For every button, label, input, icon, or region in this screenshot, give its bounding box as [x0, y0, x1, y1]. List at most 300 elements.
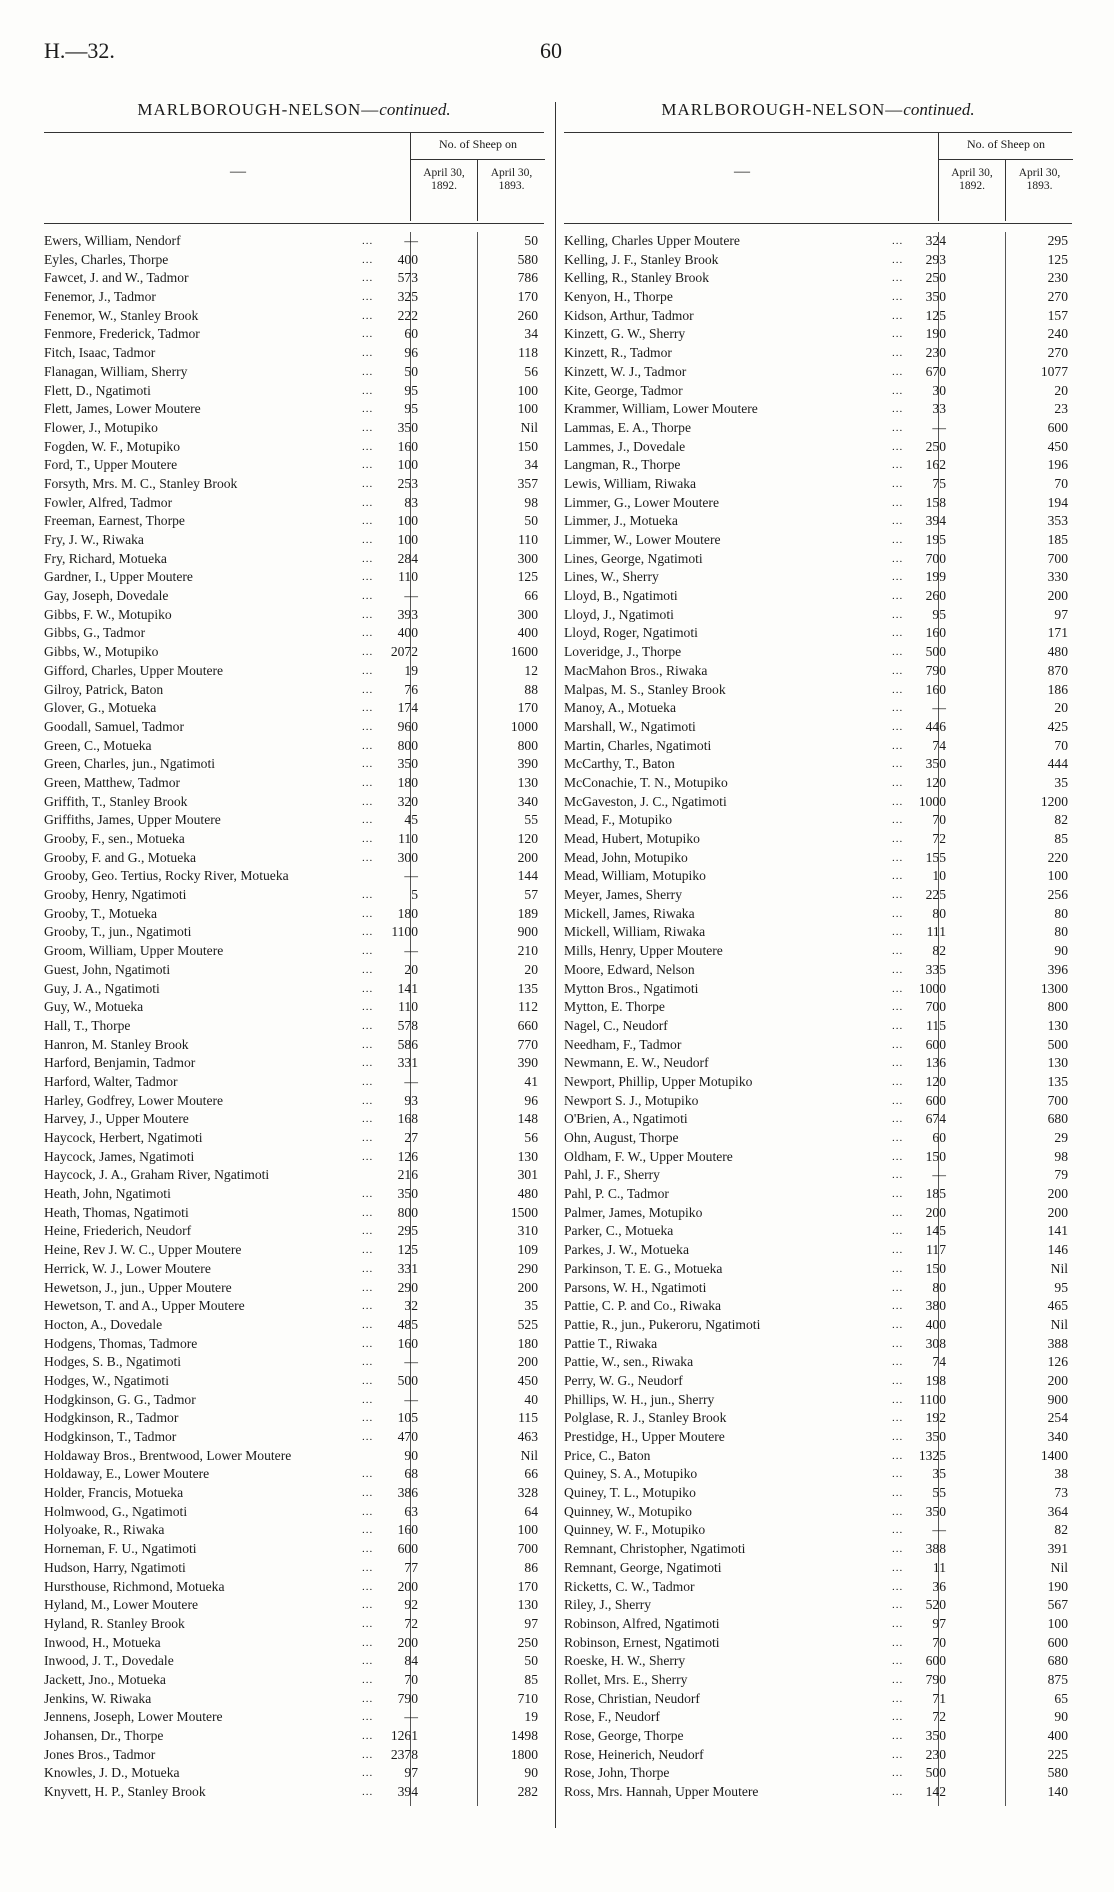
- owner-name: Hodgkinson, T., Tadmor: [44, 1429, 177, 1444]
- sheep-1893: 130: [517, 1148, 538, 1164]
- leader-dots: ...: [362, 534, 374, 546]
- leader-dots: ...: [362, 702, 374, 715]
- table-row: [564, 793, 1072, 812]
- sheep-1892: 2072: [390, 644, 418, 660]
- table-row: [564, 606, 1072, 625]
- owner-name: Guest, John, Ngatimoti: [44, 961, 171, 977]
- table-row: [564, 737, 1072, 756]
- table-row: [44, 1279, 544, 1298]
- owner-name: Meyer, James, Sherry: [564, 887, 682, 903]
- table-row: [44, 494, 544, 513]
- sheep-1893: 170: [517, 700, 538, 716]
- sheep-1892: 350: [925, 756, 946, 772]
- owner-name: Kidson, Arthur, Tadmor: [564, 307, 694, 323]
- sheep-1892: 790: [925, 662, 946, 678]
- leader-dots: ...: [892, 646, 904, 659]
- table-row: [44, 886, 544, 905]
- table-row: [564, 288, 1072, 307]
- leader-dots: ...: [892, 1561, 904, 1574]
- owner-name: Pattie, C. P. and Co., Riwaka: [564, 1298, 722, 1314]
- leader-dots: ...: [892, 683, 904, 696]
- sheep-1892: 200: [397, 1634, 418, 1650]
- sheep-1893: 140: [1047, 1784, 1068, 1800]
- table-row: [44, 1559, 544, 1578]
- leader-dots: ...: [892, 253, 904, 266]
- owner-name: O'Brien, A., Ngatimoti: [564, 1111, 688, 1127]
- table-row: [564, 643, 1072, 662]
- owner-name: Ford, T., Upper Moutere: [44, 457, 178, 473]
- sheep-1892: 160: [397, 1335, 418, 1351]
- owner-name: Prestidge, H., Upper Moutere: [564, 1429, 725, 1444]
- table-row: [564, 867, 1072, 886]
- owner-name: Lines, George, Ngatimoti: [564, 550, 703, 566]
- owner-name: Limmer, G., Lower Moutere: [564, 494, 719, 510]
- owner-name: Gardner, I., Upper Moutere: [44, 569, 193, 585]
- column-title-continued: continued.: [379, 100, 451, 119]
- owner-name: Malpas, M. S., Stanley Brook: [564, 681, 726, 697]
- owner-name: Lines, W., Sherry: [564, 569, 659, 585]
- table-row: [564, 961, 1072, 980]
- sheep-1893: 700: [517, 1541, 538, 1557]
- owner-name: Mead, John, Motupiko: [564, 849, 688, 865]
- leader-dots: ...: [362, 1262, 374, 1275]
- sheep-1892: 126: [397, 1148, 418, 1164]
- sheep-1892: 20: [404, 961, 418, 977]
- table-row: [564, 512, 1072, 531]
- owner-name: Freeman, Earnest, Thorpe: [44, 513, 185, 529]
- table-row: [44, 1054, 544, 1073]
- table-row: [44, 662, 544, 681]
- table-row: [564, 382, 1072, 401]
- table-row: [564, 494, 1072, 513]
- owner-name: Kinzett, R., Tadmor: [564, 345, 672, 361]
- sheep-1892: 960: [397, 718, 418, 734]
- sheep-1893: 57: [524, 887, 538, 903]
- sheep-1892: —: [932, 419, 946, 435]
- left-column: [44, 98, 544, 1802]
- table-row: [44, 1652, 544, 1671]
- table-row: [564, 400, 1072, 419]
- sheep-1892: 168: [397, 1111, 418, 1127]
- owner-name: Inwood, J. T., Dovedale: [44, 1653, 174, 1669]
- leader-dots: ...: [362, 1412, 374, 1425]
- sheep-1893: 90: [1054, 943, 1068, 959]
- table-row: [564, 905, 1072, 924]
- sheep-1892: 74: [932, 737, 946, 753]
- sheep-1892: 45: [404, 812, 418, 828]
- table-row: [564, 923, 1072, 942]
- leader-dots: ...: [892, 365, 904, 378]
- leader-dots: ...: [892, 758, 904, 771]
- sheep-1892: 70: [932, 1634, 946, 1650]
- owner-name: Green, Matthew, Tadmor: [44, 774, 181, 790]
- leader-dots: ...: [892, 1730, 904, 1742]
- leader-dots: ...: [892, 1449, 904, 1462]
- leader-dots: ...: [362, 590, 374, 603]
- sheep-1892: 400: [925, 1316, 946, 1332]
- table-row: [44, 251, 544, 270]
- owner-name: Haycock, James, Ngatimoti: [44, 1148, 195, 1164]
- table-row: [44, 344, 544, 363]
- sheep-1892: 470: [397, 1429, 418, 1444]
- table-row: [564, 1092, 1072, 1111]
- sheep-1893: Nil: [1050, 1559, 1068, 1575]
- owner-name: Ewers, William, Nendorf: [44, 233, 181, 248]
- sheep-1893: 146: [1047, 1242, 1068, 1258]
- sheep-1892: —: [404, 1073, 418, 1089]
- page-header: [0, 38, 1114, 68]
- owner-name: Grooby, T., jun., Ngatimoti: [44, 924, 192, 940]
- sheep-1893: 240: [1047, 326, 1068, 342]
- sheep-1892: 160: [925, 681, 946, 697]
- owner-name: Holyoake, R., Riwaka: [44, 1522, 165, 1538]
- owner-name: Flett, D., Ngatimoti: [44, 382, 151, 398]
- owner-name: Grooby, Geo. Tertius, Rocky River, Motueka: [44, 868, 289, 884]
- owner-name: Horneman, F. U., Ngatimoti: [44, 1541, 197, 1557]
- owner-name: Heath, John, Ngatimoti: [44, 1186, 171, 1202]
- sheep-1892: 350: [397, 756, 418, 772]
- sheep-1892: 295: [397, 1223, 418, 1239]
- sheep-1892: 76: [404, 681, 418, 697]
- leader-dots: ...: [892, 1132, 904, 1144]
- sheep-1892: 331: [397, 1055, 418, 1071]
- sheep-1893: 185: [1047, 532, 1068, 547]
- leader-dots: ...: [892, 534, 904, 546]
- leader-dots: ...: [892, 1374, 904, 1387]
- sheep-1892: 216: [397, 1167, 418, 1183]
- leader-dots: ...: [892, 702, 904, 715]
- sheep-1892: —: [404, 588, 418, 604]
- owner-name: Parkinson, T. E. G., Motueka: [564, 1260, 723, 1276]
- sheep-1892: 75: [932, 475, 946, 491]
- sheep-1893: 186: [1047, 681, 1068, 697]
- table-row: [44, 923, 544, 942]
- sheep-1892: 600: [925, 1653, 946, 1669]
- owner-name: Gilroy, Patrick, Baton: [44, 681, 164, 697]
- sheep-1892: 36: [932, 1578, 946, 1594]
- table-row: [44, 1764, 544, 1783]
- sheep-1892: 200: [925, 1204, 946, 1220]
- owner-name: Knyvett, H. P., Stanley Brook: [44, 1784, 206, 1800]
- sheep-1892: —: [404, 1709, 418, 1725]
- owner-name: Pahl, P. C., Tadmor: [564, 1186, 669, 1202]
- sheep-1892: 324: [925, 233, 946, 248]
- leader-dots: ...: [362, 1225, 374, 1238]
- sheep-1892: 230: [925, 1746, 946, 1762]
- table-row: [44, 400, 544, 419]
- table-row: [564, 232, 1072, 251]
- table-row: [44, 438, 544, 457]
- table-row: [44, 998, 544, 1017]
- leader-dots: ...: [892, 1113, 904, 1126]
- table-row: [44, 961, 544, 980]
- sheep-1893: 50: [524, 1653, 538, 1669]
- owner-name: Roeske, H. W., Sherry: [564, 1653, 686, 1669]
- leader-dots: ...: [892, 1692, 904, 1705]
- sheep-1893: Nil: [1050, 1260, 1068, 1276]
- table-row: [44, 363, 544, 382]
- sheep-1892: 293: [925, 251, 946, 267]
- sheep-1893: 55: [524, 812, 538, 828]
- sheep-1893: 480: [1047, 644, 1068, 660]
- leader-dots: ...: [362, 477, 374, 490]
- leader-dots: ...: [892, 1038, 904, 1051]
- sheep-1892: 335: [925, 961, 946, 977]
- table-row: [44, 1110, 544, 1129]
- sheep-1893: 56: [524, 1130, 538, 1145]
- leader-dots: ...: [362, 1711, 374, 1724]
- owner-name: Heine, Rev J. W. C., Upper Moutere: [44, 1242, 242, 1258]
- sheep-1892: 1000: [918, 980, 946, 996]
- owner-name: Hodgkinson, G. G., Tadmor: [44, 1391, 196, 1407]
- leader-dots: ...: [362, 1730, 374, 1742]
- owner-name: Holdaway Bros., Brentwood, Lower Moutere: [44, 1447, 292, 1463]
- sheep-1893: 35: [524, 1298, 538, 1314]
- sheep-1893: 290: [517, 1260, 538, 1276]
- sheep-1892: 110: [398, 569, 418, 585]
- table-row: [44, 1036, 544, 1055]
- leader-dots: ...: [362, 1001, 374, 1014]
- sheep-1892: 700: [925, 999, 946, 1015]
- leader-dots: ...: [362, 1655, 374, 1668]
- table-row: [44, 1222, 544, 1241]
- owner-name: Hocton, A., Dovedale: [44, 1316, 163, 1332]
- leader-dots: ...: [362, 1673, 374, 1686]
- table-row: [44, 531, 544, 550]
- owner-name: Kelling, J. F., Stanley Brook: [564, 251, 719, 267]
- table-row: [564, 849, 1072, 868]
- owner-name: Mead, F., Motupiko: [564, 812, 673, 828]
- leader-dots: ...: [892, 1057, 904, 1070]
- column-title: [44, 98, 544, 122]
- sheep-1893: 310: [517, 1223, 538, 1239]
- sheep-1893: 340: [517, 793, 538, 809]
- sheep-1893: 50: [524, 233, 538, 248]
- sheep-1893: 144: [517, 868, 538, 884]
- leader-dots: ...: [362, 1150, 374, 1163]
- sheep-1892: 142: [925, 1784, 946, 1800]
- table-row: [564, 1409, 1072, 1428]
- sheep-1892: 100: [397, 532, 418, 547]
- sheep-1893: 391: [1047, 1541, 1068, 1557]
- sheep-1892: —: [932, 700, 946, 716]
- sheep-1892: 80: [932, 1279, 946, 1295]
- sheep-1893: 56: [524, 363, 538, 379]
- leader-dots: ...: [892, 627, 904, 640]
- sheep-1893: 353: [1047, 513, 1068, 529]
- table-row: [44, 1671, 544, 1690]
- leader-dots: ...: [362, 833, 374, 845]
- sheep-1892: 446: [925, 718, 946, 734]
- table-row: [44, 1185, 544, 1204]
- sheep-1892: 790: [925, 1671, 946, 1687]
- leader-dots: ...: [362, 1188, 374, 1201]
- sheep-1893: 29: [1054, 1130, 1068, 1145]
- leader-dots: ...: [892, 1094, 904, 1107]
- owner-name: Kelling, R., Stanley Brook: [564, 270, 709, 286]
- leader-dots: ...: [362, 1206, 374, 1219]
- sheep-1892: 50: [404, 363, 418, 379]
- sheep-1892: 95: [404, 401, 418, 417]
- sheep-1893: 210: [517, 943, 538, 959]
- leader-dots: ...: [892, 851, 904, 864]
- leader-dots: ...: [892, 664, 904, 677]
- owner-name: Jennens, Joseph, Lower Moutere: [44, 1709, 223, 1725]
- leader-dots: ...: [362, 440, 374, 453]
- sheep-1893: 357: [517, 475, 538, 491]
- leader-dots: ...: [892, 328, 904, 341]
- sheep-1892: 250: [925, 270, 946, 286]
- table-row: [44, 1521, 544, 1540]
- sheep-1893: 800: [517, 737, 538, 753]
- leader-dots: ...: [892, 459, 904, 472]
- leader-dots: ...: [362, 309, 374, 322]
- sheep-1893: 875: [1047, 1671, 1068, 1687]
- owner-name: Flett, James, Lower Moutere: [44, 401, 201, 417]
- table-header: [44, 132, 544, 224]
- sheep-1893: 525: [517, 1316, 538, 1332]
- sheep-1892: 158: [925, 494, 946, 510]
- table-row: [564, 1578, 1072, 1597]
- column-divider: [555, 102, 556, 1828]
- table-row: [44, 849, 544, 868]
- table-row: [44, 1316, 544, 1335]
- leader-dots: ...: [892, 1225, 904, 1238]
- table-row: [564, 1746, 1072, 1765]
- sheep-1893: 580: [1047, 1765, 1068, 1781]
- sheep-1892: 83: [404, 494, 418, 510]
- table-row: [564, 531, 1072, 550]
- owner-name: Nagel, C., Neudorf: [564, 1017, 668, 1033]
- owner-name: Remnant, George, Ngatimoti: [564, 1559, 722, 1575]
- leader-dots: ...: [362, 1487, 374, 1500]
- leader-dots: ...: [362, 1617, 374, 1630]
- leader-dots: ...: [892, 1188, 904, 1201]
- sheep-count-title: No. of Sheep on: [939, 137, 1073, 160]
- owner-name: Pahl, J. F., Sherry: [564, 1167, 660, 1183]
- sheep-1892: 350: [925, 1503, 946, 1519]
- leader-dots: ...: [892, 1543, 904, 1556]
- owner-name: Green, C., Motueka: [44, 737, 152, 753]
- owner-name: Mead, Hubert, Motupiko: [564, 831, 700, 846]
- sheep-1893: 425: [1047, 718, 1068, 734]
- leader-dots: ...: [362, 720, 374, 733]
- sheep-1892: 150: [925, 1148, 946, 1164]
- leader-dots: ...: [892, 1337, 904, 1350]
- sheep-1892: 260: [925, 588, 946, 604]
- sheep-1892: 70: [404, 1671, 418, 1687]
- sheep-1893: 97: [1054, 606, 1068, 622]
- owner-name: Polglase, R. J., Stanley Brook: [564, 1410, 727, 1426]
- sheep-1892: 350: [925, 1728, 946, 1743]
- table-row: [564, 1391, 1072, 1410]
- year-1893-header: April 30, 1893.: [490, 167, 533, 192]
- owner-name: Pattie, R., jun., Pukeroru, Ngatimoti: [564, 1316, 761, 1332]
- sheep-1892: 393: [397, 606, 418, 622]
- sheep-1893: 295: [1047, 233, 1068, 248]
- owner-name: Fry, Richard, Motueka: [44, 550, 167, 566]
- table-row: [44, 288, 544, 307]
- sheep-1893: 400: [517, 625, 538, 641]
- table-row: [44, 793, 544, 812]
- leader-dots: ...: [362, 758, 374, 771]
- sheep-1893: 700: [1047, 1092, 1068, 1108]
- owner-name: Holder, Francis, Motueka: [44, 1485, 184, 1501]
- sheep-1893: 254: [1047, 1410, 1068, 1426]
- sheep-1892: 350: [397, 1186, 418, 1202]
- owner-name: Kinzett, W. J., Tadmor: [564, 363, 687, 379]
- sheep-1893: 41: [524, 1073, 538, 1089]
- sheep-1893: 786: [517, 270, 538, 286]
- leader-dots: ...: [892, 1711, 904, 1724]
- sheep-1893: 300: [517, 606, 538, 622]
- sheep-1892: 700: [925, 550, 946, 566]
- leader-dots: ...: [362, 1636, 374, 1649]
- table-row: [44, 1634, 544, 1653]
- owner-name: Fry, J. W., Riwaka: [44, 532, 144, 547]
- sheep-1893: 1200: [1040, 793, 1068, 809]
- table-row: [44, 811, 544, 830]
- table-row: [564, 269, 1072, 288]
- leader-dots: ...: [892, 1412, 904, 1425]
- table-row: [44, 699, 544, 718]
- owner-name: McConachie, T. N., Motupiko: [564, 774, 728, 790]
- sheep-1892: 199: [925, 569, 946, 585]
- leader-dots: ...: [892, 515, 904, 528]
- sheep-1892: 500: [925, 644, 946, 660]
- sheep-1892: 394: [925, 513, 946, 529]
- table-row: [44, 1615, 544, 1634]
- owner-name: Glover, G., Motueka: [44, 700, 157, 716]
- leader-dots: ...: [362, 907, 374, 920]
- sheep-1893: 50: [524, 513, 538, 529]
- sheep-1892: 350: [925, 289, 946, 305]
- sheep-1893: 480: [517, 1186, 538, 1202]
- owner-name: Price, C., Baton: [564, 1447, 651, 1463]
- sheep-1893: 66: [524, 588, 538, 604]
- sheep-1892: 82: [932, 943, 946, 959]
- owner-name: Groom, William, Upper Moutere: [44, 943, 224, 959]
- leader-dots: ...: [362, 1505, 374, 1518]
- owner-name: Pattie, W., sen., Riwaka: [564, 1354, 694, 1370]
- owner-name: Newmann, E. W., Neudorf: [564, 1055, 709, 1071]
- table-row: [564, 718, 1072, 737]
- sheep-1893: 80: [1054, 905, 1068, 921]
- table-row: [44, 1391, 544, 1410]
- sheep-1893: 86: [524, 1559, 538, 1575]
- leader-dots: ...: [892, 1356, 904, 1369]
- sheep-1893: 141: [1047, 1223, 1068, 1239]
- table-row: [564, 1222, 1072, 1241]
- table-row: [44, 269, 544, 288]
- owner-name: Krammer, William, Lower Moutere: [564, 401, 758, 417]
- owner-name: Jenkins, W. Riwaka: [44, 1690, 152, 1706]
- table-row: [564, 1559, 1072, 1578]
- sheep-1892: 35: [932, 1466, 946, 1482]
- owner-name: Heine, Friederich, Neudorf: [44, 1223, 192, 1239]
- owner-name: Robinson, Ernest, Ngatimoti: [564, 1634, 720, 1650]
- sheep-1892: 386: [397, 1485, 418, 1501]
- sheep-1892: 84: [404, 1653, 418, 1669]
- table-row: [44, 1166, 544, 1185]
- leader-dots: ...: [362, 926, 374, 939]
- table-row: [564, 980, 1072, 999]
- sheep-1893: 126: [1047, 1354, 1068, 1370]
- table-row: [44, 1465, 544, 1484]
- sheep-1893: 109: [517, 1242, 538, 1258]
- table-row: [44, 643, 544, 662]
- sheep-1892: 72: [932, 1709, 946, 1725]
